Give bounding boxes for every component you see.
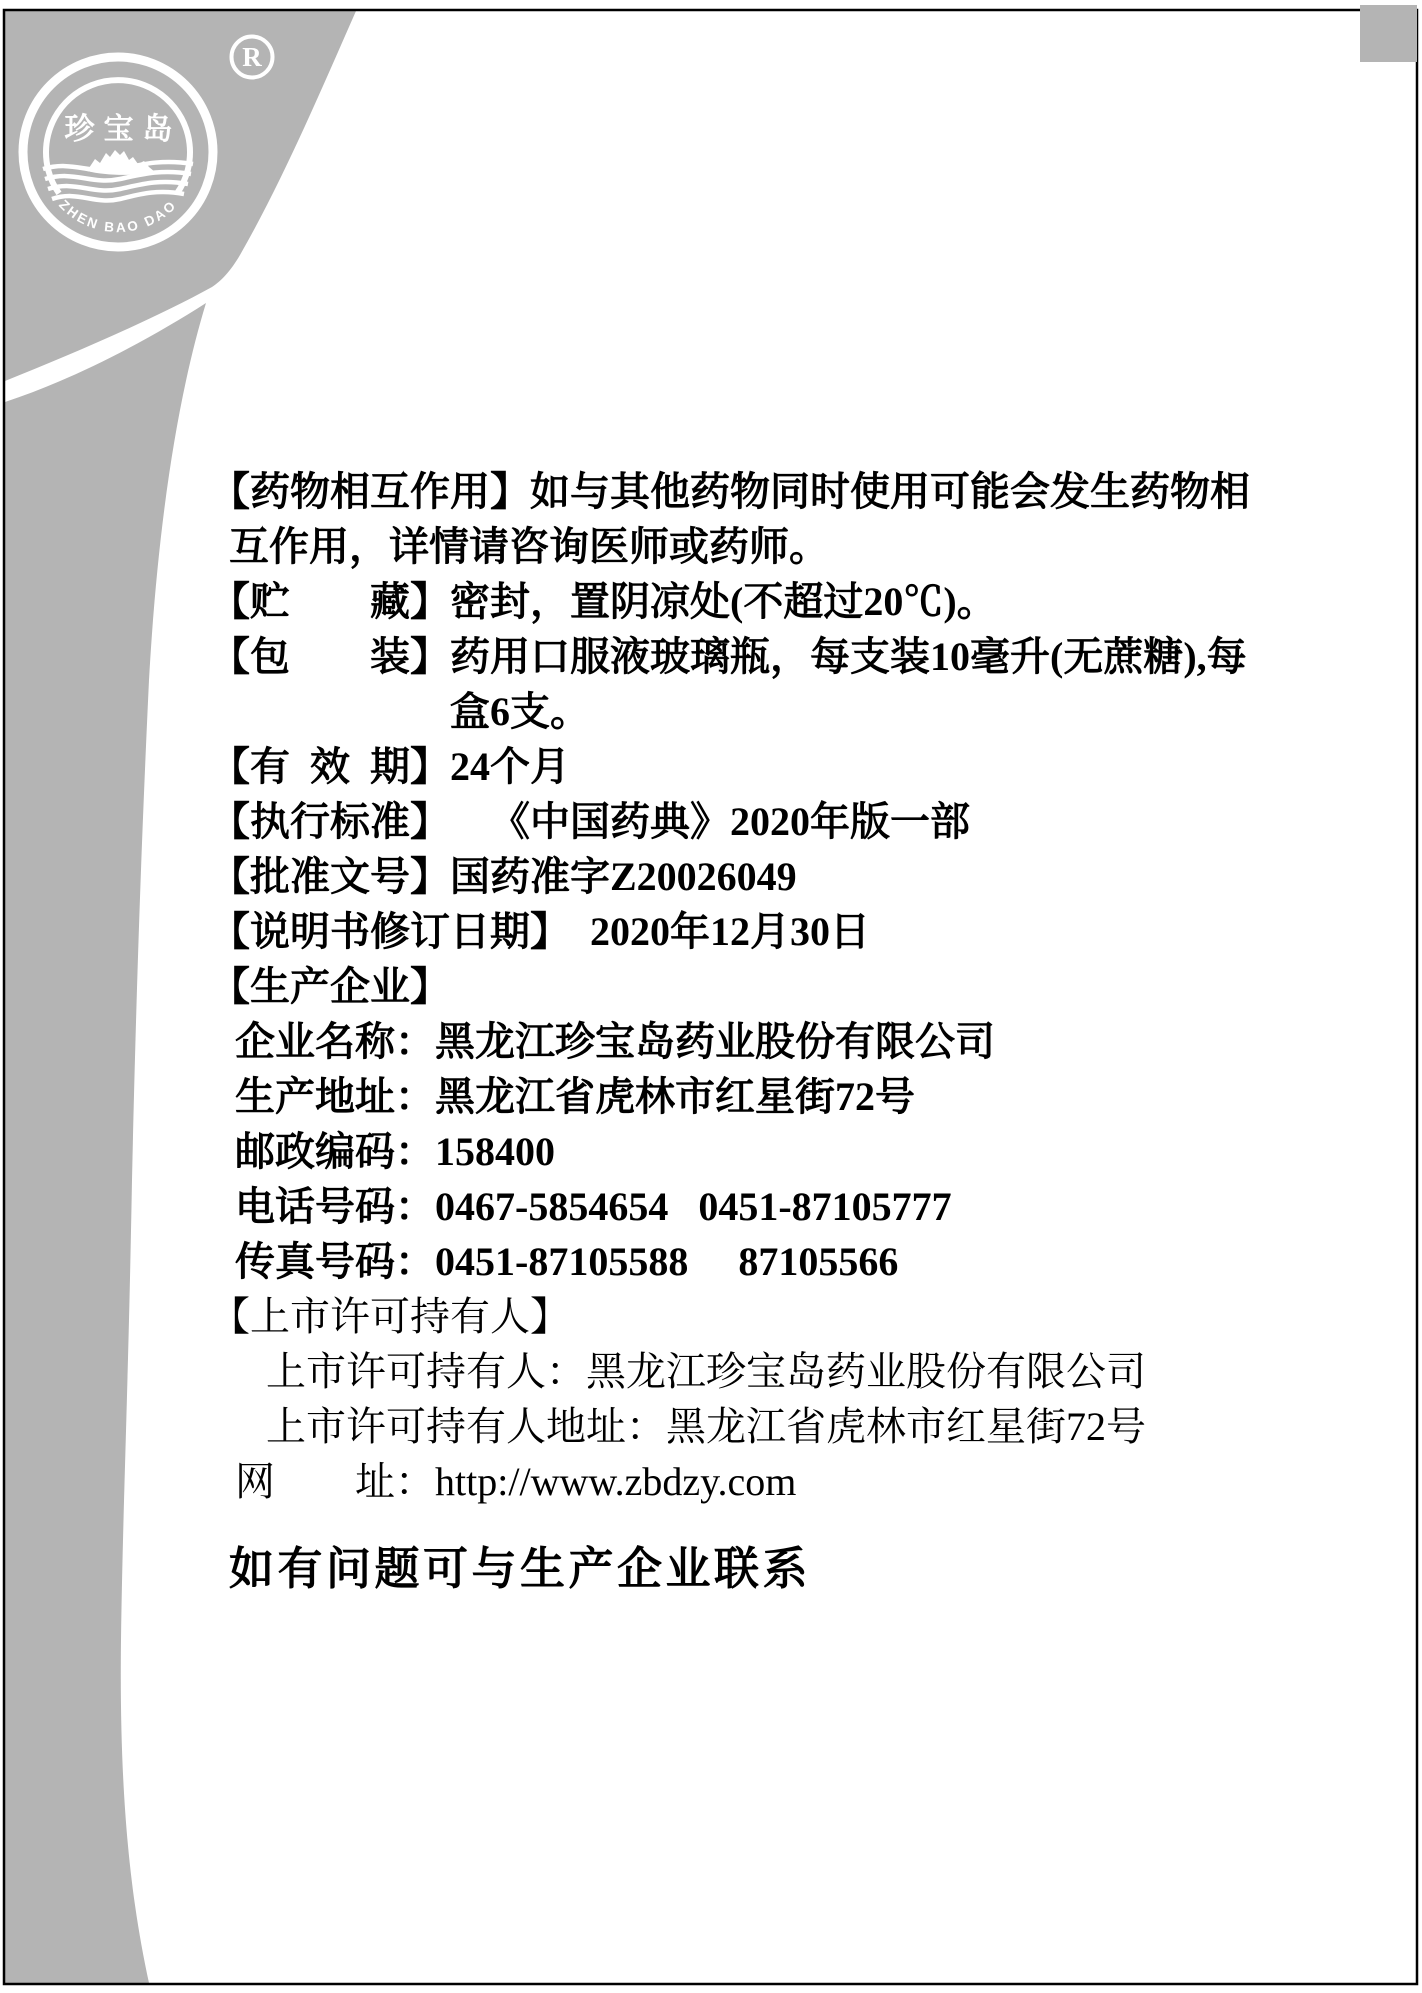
logo-brand-text: 珍宝岛	[64, 113, 182, 146]
line-approval-number: 【批准文号】国药准字Z20026049	[210, 854, 797, 899]
line-drug-interactions: 【药物相互作用】如与其他药物同时使用可能会发生药物相	[210, 469, 1250, 514]
line-phone-number: 电话号码：0467-5854654 0451-87105777	[235, 1184, 952, 1229]
line-drug-interactions-2: 互作用，详情请咨询医师或药师。	[229, 524, 829, 569]
gray-swoosh-tail	[5, 303, 206, 1983]
line-standard: 【执行标准】 《中国药典》2020年版一部	[210, 799, 970, 844]
line-company-name: 企业名称：黑龙江珍宝岛药业股份有限公司	[235, 1019, 995, 1064]
line-revision-date: 【说明书修订日期】 2020年12月30日	[210, 909, 870, 954]
line-website: 网 址：http://www.zbdzy.com	[235, 1459, 797, 1504]
line-package-2: 盒6支。	[450, 689, 590, 734]
svg-text:R: R	[242, 42, 262, 72]
corner-square	[1360, 5, 1417, 62]
line-package: 【包 装】药用口服液玻璃瓶，每支装10毫升(无蔗糖),每	[210, 634, 1247, 679]
line-validity-period: 【有 效 期】24个月	[210, 744, 570, 789]
insert-text-block	[210, 464, 1400, 1509]
line-postal-code: 邮政编码：158400	[235, 1129, 555, 1174]
line-fax-number: 传真号码：0451-87105588 87105566	[235, 1239, 899, 1284]
line-mah-name: 上市许可持有人：黑龙江珍宝岛药业股份有限公司	[266, 1349, 1146, 1394]
line-mah-address: 上市许可持有人地址：黑龙江省虎林市红星街72号	[266, 1404, 1146, 1449]
line-storage: 【贮 藏】密封，置阴凉处(不超过20℃)。	[210, 579, 997, 624]
logo-arc-text: ZHEN BAO DAO	[56, 196, 180, 236]
line-production-address: 生产地址：黑龙江省虎林市红星街72号	[235, 1074, 915, 1119]
line-mah-header: 【上市许可持有人】	[210, 1294, 570, 1339]
line-manufacturer-header: 【生产企业】	[210, 964, 450, 1009]
contact-note: 如有问题可与生产企业联系	[229, 1543, 812, 1594]
